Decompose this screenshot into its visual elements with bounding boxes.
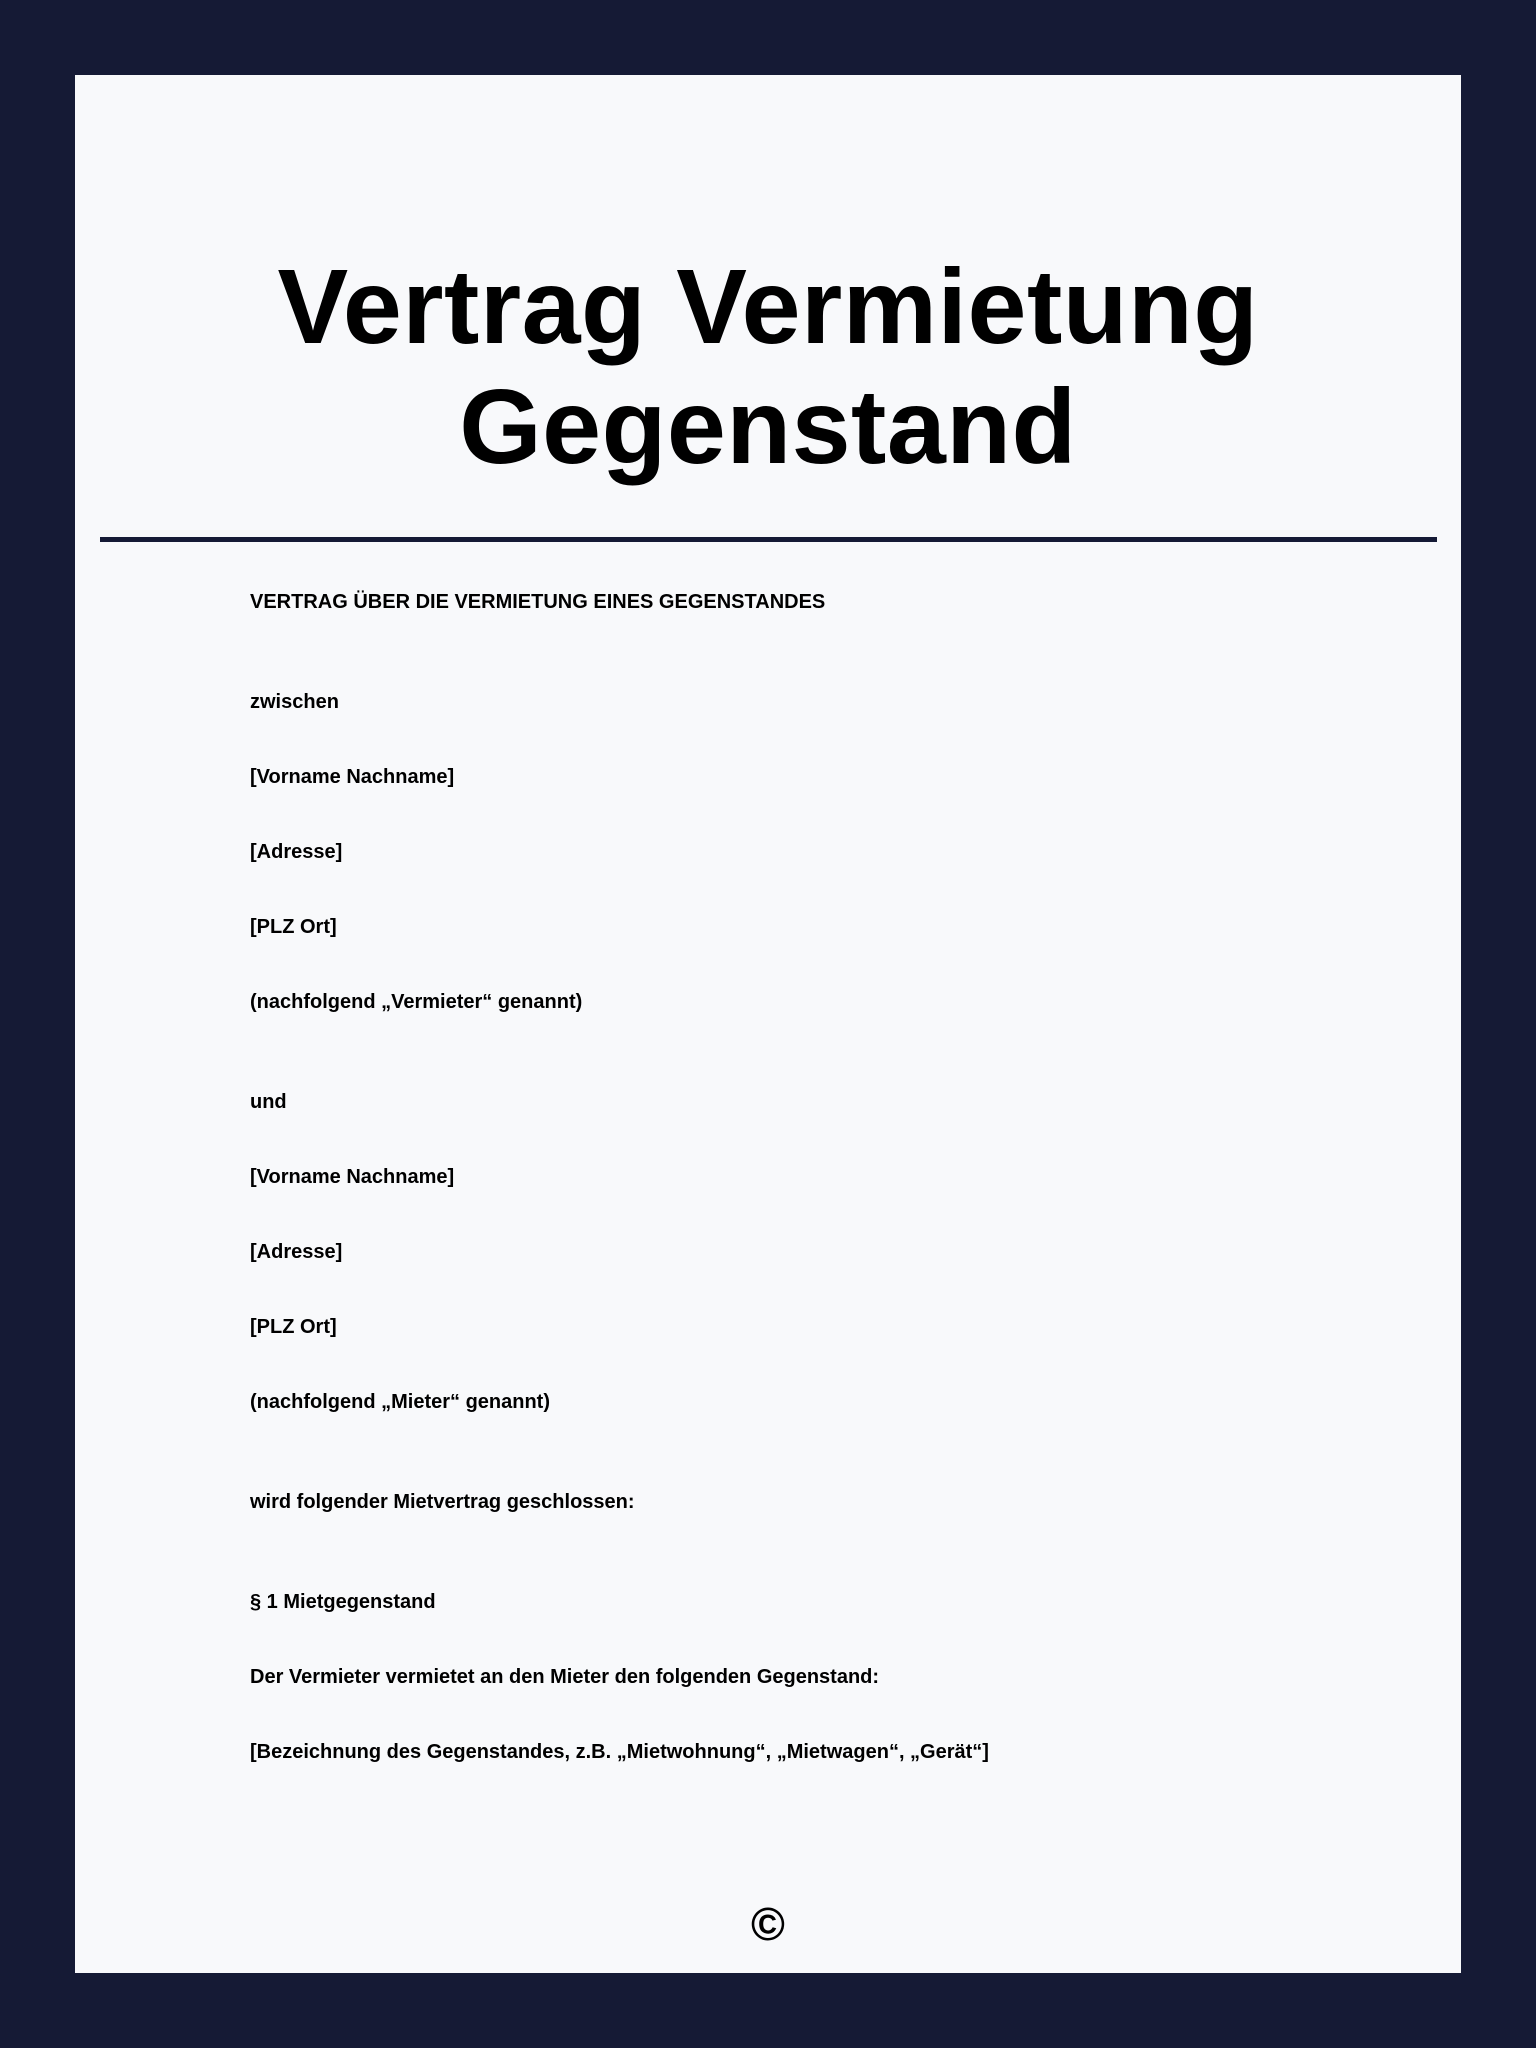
tenant-address: [Adresse] — [250, 1241, 343, 1263]
between-label: zwischen — [250, 691, 339, 713]
copyright-icon: © — [751, 1898, 785, 1950]
landlord-city: [PLZ Ort] — [250, 916, 337, 938]
landlord-name: [Vorname Nachname] — [250, 766, 455, 788]
section-1-heading: § 1 Mietgegenstand — [250, 1591, 436, 1613]
title-divider — [100, 537, 1437, 542]
landlord-address: [Adresse] — [250, 841, 343, 863]
document-page — [75, 75, 1461, 1973]
tenant-name: [Vorname Nachname] — [250, 1166, 455, 1188]
section-1-text: Der Vermieter vermietet an den Mieter den folgenden Gegenstand: — [250, 1666, 880, 1688]
contract-heading: VERTRAG ÜBER DIE VERMIETUNG EINES GEGENSTANDES — [250, 591, 826, 613]
title-line-2: Gegenstand — [459, 368, 1077, 486]
contract-intro: wird folgender Mietvertrag geschlossen: — [250, 1491, 635, 1513]
tenant-city: [PLZ Ort] — [250, 1316, 337, 1338]
title-line-1: Vertrag Vermietung — [277, 248, 1259, 366]
section-1-item: [Bezeichnung des Gegenstandes, z.B. „Mietwohnung“, „Mietwagen“, „Gerät“] — [250, 1741, 989, 1763]
tenant-role: (nachfolgend „Mieter“ genannt) — [250, 1391, 550, 1413]
and-label: und — [250, 1091, 287, 1113]
landlord-role: (nachfolgend „Vermieter“ genannt) — [250, 991, 583, 1013]
document-title — [75, 247, 1461, 487]
